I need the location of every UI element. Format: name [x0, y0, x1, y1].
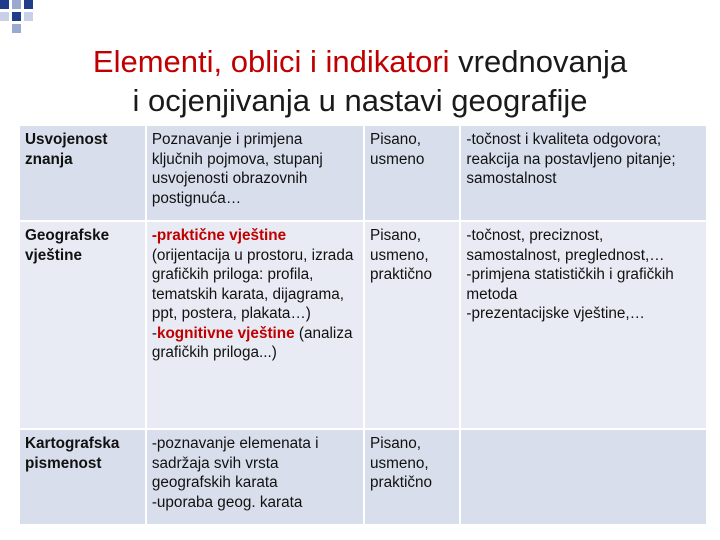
cognitive-prefix: -: [151, 324, 157, 342]
content-line: -uporaba geog. karata: [151, 493, 303, 511]
indicator-cell: -točnost i kvaliteta odgovora; reakcija na postavljeno pitanje; samostalnost: [461, 126, 706, 220]
slide-title: [20, 42, 700, 120]
corner-squares-decoration: [0, 0, 60, 40]
cognitive-skills-text: (analiza grafičkih priloga...): [151, 324, 353, 361]
form-cell: Pisano, usmeno, praktično: [365, 430, 459, 524]
table-row: [20, 126, 706, 220]
title-highlight: Elementi, oblici i indikatori: [92, 44, 450, 79]
form-cell: Pisano, usmeno, praktično: [365, 222, 459, 428]
title-rest: vrednovanja: [449, 44, 628, 79]
indicator-line: -točnost, preciznost, samostalnost, preglednost,…: [466, 227, 665, 264]
indicator-line: -primjena statističkih i grafičkih metoda: [466, 266, 674, 303]
content-cell: Poznavanje i primjena ključnih pojmova, stupanj usvojenosti obrazovnih postignuća…: [147, 126, 363, 220]
row-header-cell: Usvojenost znanja: [20, 126, 145, 220]
content-line: -poznavanje elemenata i sadržaja svih vrsta geografskih karata: [151, 435, 319, 491]
indicator-cell: [461, 222, 706, 428]
form-cell: Pisano, usmeno: [365, 126, 459, 220]
row-header-cell: Kartografska pismenost: [20, 430, 145, 524]
content-cell: [147, 430, 363, 524]
row-header-cell: Geografske vještine: [20, 222, 145, 428]
assessment-table: [18, 124, 708, 526]
practical-skills-text: (orijentacija u prostoru, izrada grafičkih priloga: profila, tematskih karata, dijagrama, ppt, postera, plakata…): [151, 246, 354, 322]
indicator-line: -prezentacijske vještine,…: [466, 305, 645, 322]
table-row: [20, 222, 706, 428]
title-line2: i ocjenjivanja u nastavi geografije: [132, 83, 588, 118]
cognitive-skills-highlight: kognitivne vještine: [156, 324, 295, 342]
content-cell: [147, 222, 363, 428]
table-row: [20, 430, 706, 524]
indicator-cell: [461, 430, 706, 524]
practical-skills-highlight: -praktične vještine: [151, 227, 287, 244]
